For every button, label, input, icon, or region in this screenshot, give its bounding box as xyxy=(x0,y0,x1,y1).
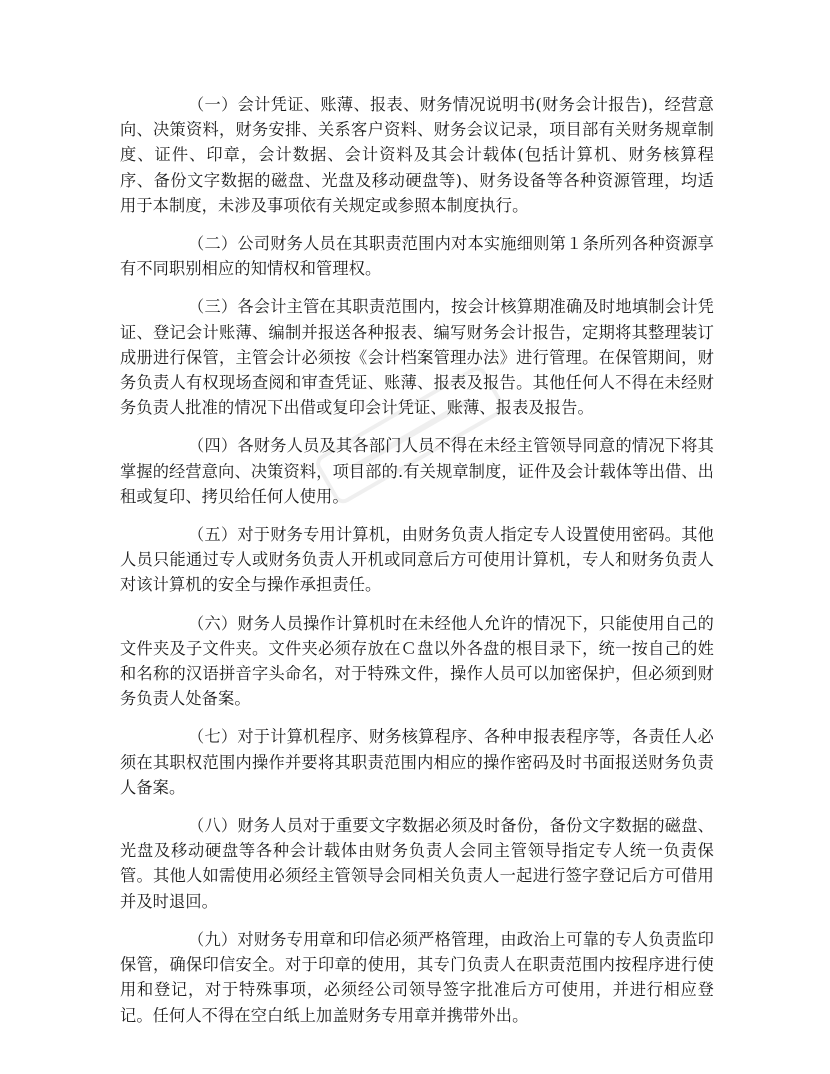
paragraph-8: （八）财务人员对于重要文字数据必须及时备份，备份文字数据的磁盘、光盘及移动硬盘等各种会计载体由财务负责人会同主管领导指定专人统一负责保管。其他人如需使用必须经主管领导会同相关负责人一起进行签字登记后方可借用并及时退回。 xyxy=(120,816,714,911)
paragraph-9: （九）对财务专用章和印信必须严格管理，由政治上可靠的专人负责监印保管，确保印信安全。对于印章的使用，其专门负责人在职责范围内按程序进行使用和登记，对于特殊事项，必须经公司领导签字批准后方可使用，并进行相应登记。任何人不得在空白纸上加盖财务专用章并携带外出。 xyxy=(120,929,714,1025)
paragraph-4: （四）各财务人员及其各部门人员不得在未经主管领导同意的情况下将其掌握的经营意向、决策资料，项目部的.有关规章制度，证件及会计载体等出借、出租或复印、拷贝给任何人使用。 xyxy=(120,436,714,506)
paragraph-3: （三）各会计主管在其职责范围内，按会计核算期准确及时地填制会计凭证、登记会计账薄、编制并报送各种报表、编写财务会计报告，定期将其整理装订成册进行保管，主管会计必须按《会计档案管理办法》进行管理。在保管期间，财务负责人有权现场查阅和审查凭证、账薄、报表及报告。其他任何人不得在未经财务负责人批准的情况下出借或复印会计凭证、账薄、报表及报告。 xyxy=(120,297,714,418)
paragraph-2: （二）公司财务人员在其职责范围内对本实施细则第１条所列各种资源享有不同职别相应的知情权和管理权。 xyxy=(120,234,714,279)
paragraph-7: （七）对于计算机程序、财务核算程序、各种申报表程序等，各责任人必须在其职权范围内操作并要将其职责范围内相应的操作密码及时书面报送财务负责人备案。 xyxy=(120,727,714,797)
paragraph-5: （五）对于财务专用计算机，由财务负责人指定专人设置使用密码。其他人员只能通过专人或财务负责人开机或同意后方可使用计算机，专人和财务负责人对该计算机的安全与操作承担责任。 xyxy=(120,525,714,595)
document-body xyxy=(120,92,714,1041)
paragraph-1: （一）会计凭证、账薄、报表、财务情况说明书(财务会计报告)，经营意向、决策资料，财务安排、关系客户资料、财务会议记录，项目部有关财务规章制度、证件、印章，会计数据、会计资料及其会计载体(包括计算机、财务核算程序、备份文字数据的磁盘、光盘及移动硬盘等)、财务设备等各种资源管理，均适用于本制度，未涉及事项依有关规定或参照本制度执行。 xyxy=(120,95,714,215)
paragraph-6: （六）财务人员操作计算机时在未经他人允许的情况下，只能使用自己的文件夹及子文件夹。文件夹必须存放在Ｃ盘以外各盘的根目录下，统一按自己的姓和名称的汉语拼音字头命名，对于特殊文件，操作人员可以加密保护，但必须到财务负责人处备案。 xyxy=(120,613,714,709)
